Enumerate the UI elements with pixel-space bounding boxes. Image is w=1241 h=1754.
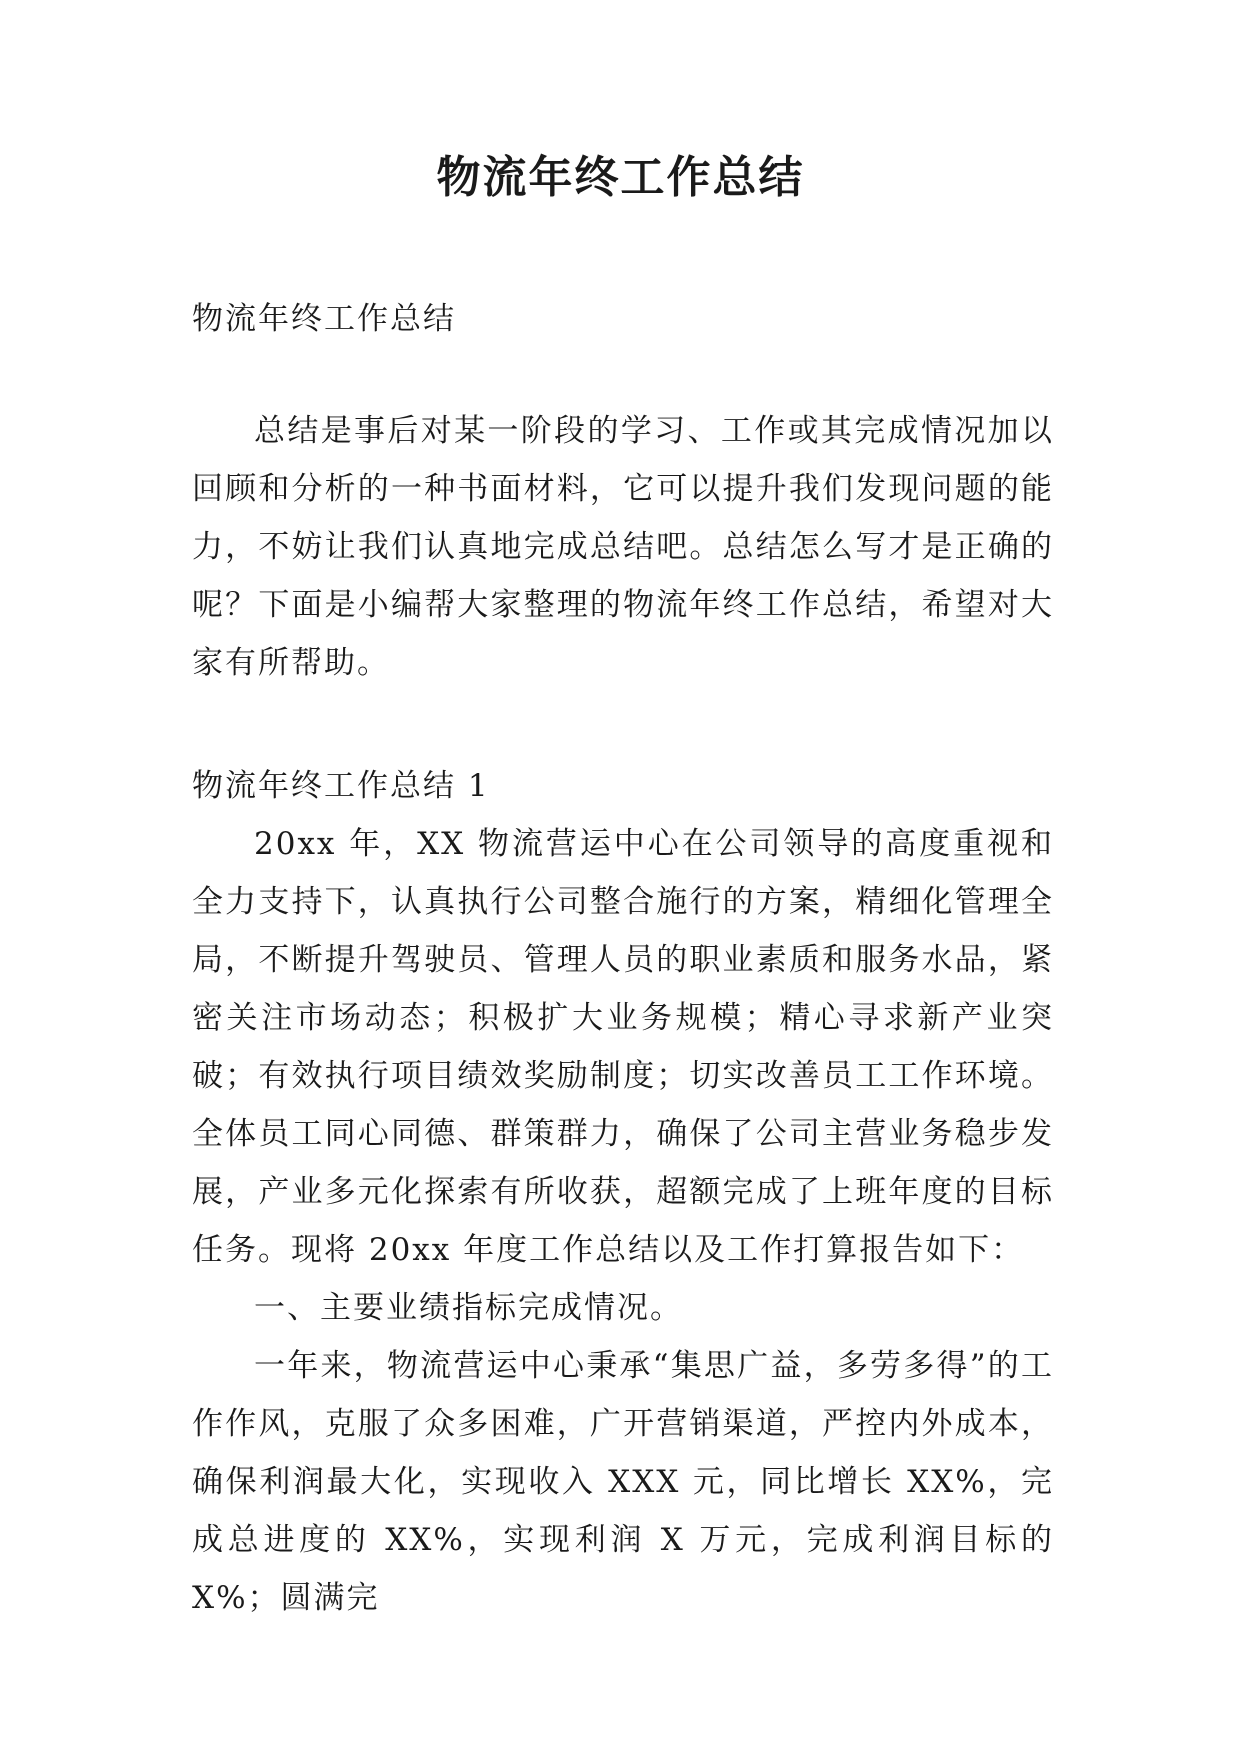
intro-paragraph: 总结是事后对某一阶段的学习、工作或其完成情况加以回顾和分析的一种书面材料，它可以提升我们发现问题的能力，不妨让我们认真地完成总结吧。总结怎么写才是正确的呢？下面是小编帮大家整理的物流年终工作总结，希望对大家有所帮助。: [192, 413, 1054, 681]
section-paragraph-1: 20xx 年，XX 物流营运中心在公司领导的高度重视和全力支持下，认真执行公司整合施行的方案，精细化管理全局，不断提升驾驶员、管理人员的职业素质和服务水品，紧密关注市场动态；积极扩大业务规模；精心寻求新产业突破；有效执行项目绩效奖励制度；切实改善员工工作环境。全体员工同心同德、群策群力，确保了公司主营业务稳步发展，产业多元化探索有所收获，超额完成了上班年度的目标任务。现将 20xx 年度工作总结以及工作打算报告如下：: [192, 826, 1054, 1268]
document-title: 物流年终工作总结: [436, 152, 805, 203]
section-paragraph-3: 一年来，物流营运中心秉承“集思广益，多劳多得”的工作作风，克服了众多困难，广开营销渠道，严控内外成本，确保利润最大化，实现收入 XXX 元，同比增长 XX%，完成总进度的 XX%，实现利润 X 万元，完成利润目标的 X%；圆满完: [192, 1348, 1054, 1616]
intro-section: [192, 402, 1054, 692]
section-paragraph-2: 一、主要业绩指标完成情况。: [254, 1290, 683, 1326]
document-subtitle: 物流年终工作总结: [192, 301, 456, 337]
section-heading: 物流年终工作总结 1: [192, 768, 490, 804]
section-body: [192, 815, 1054, 1627]
